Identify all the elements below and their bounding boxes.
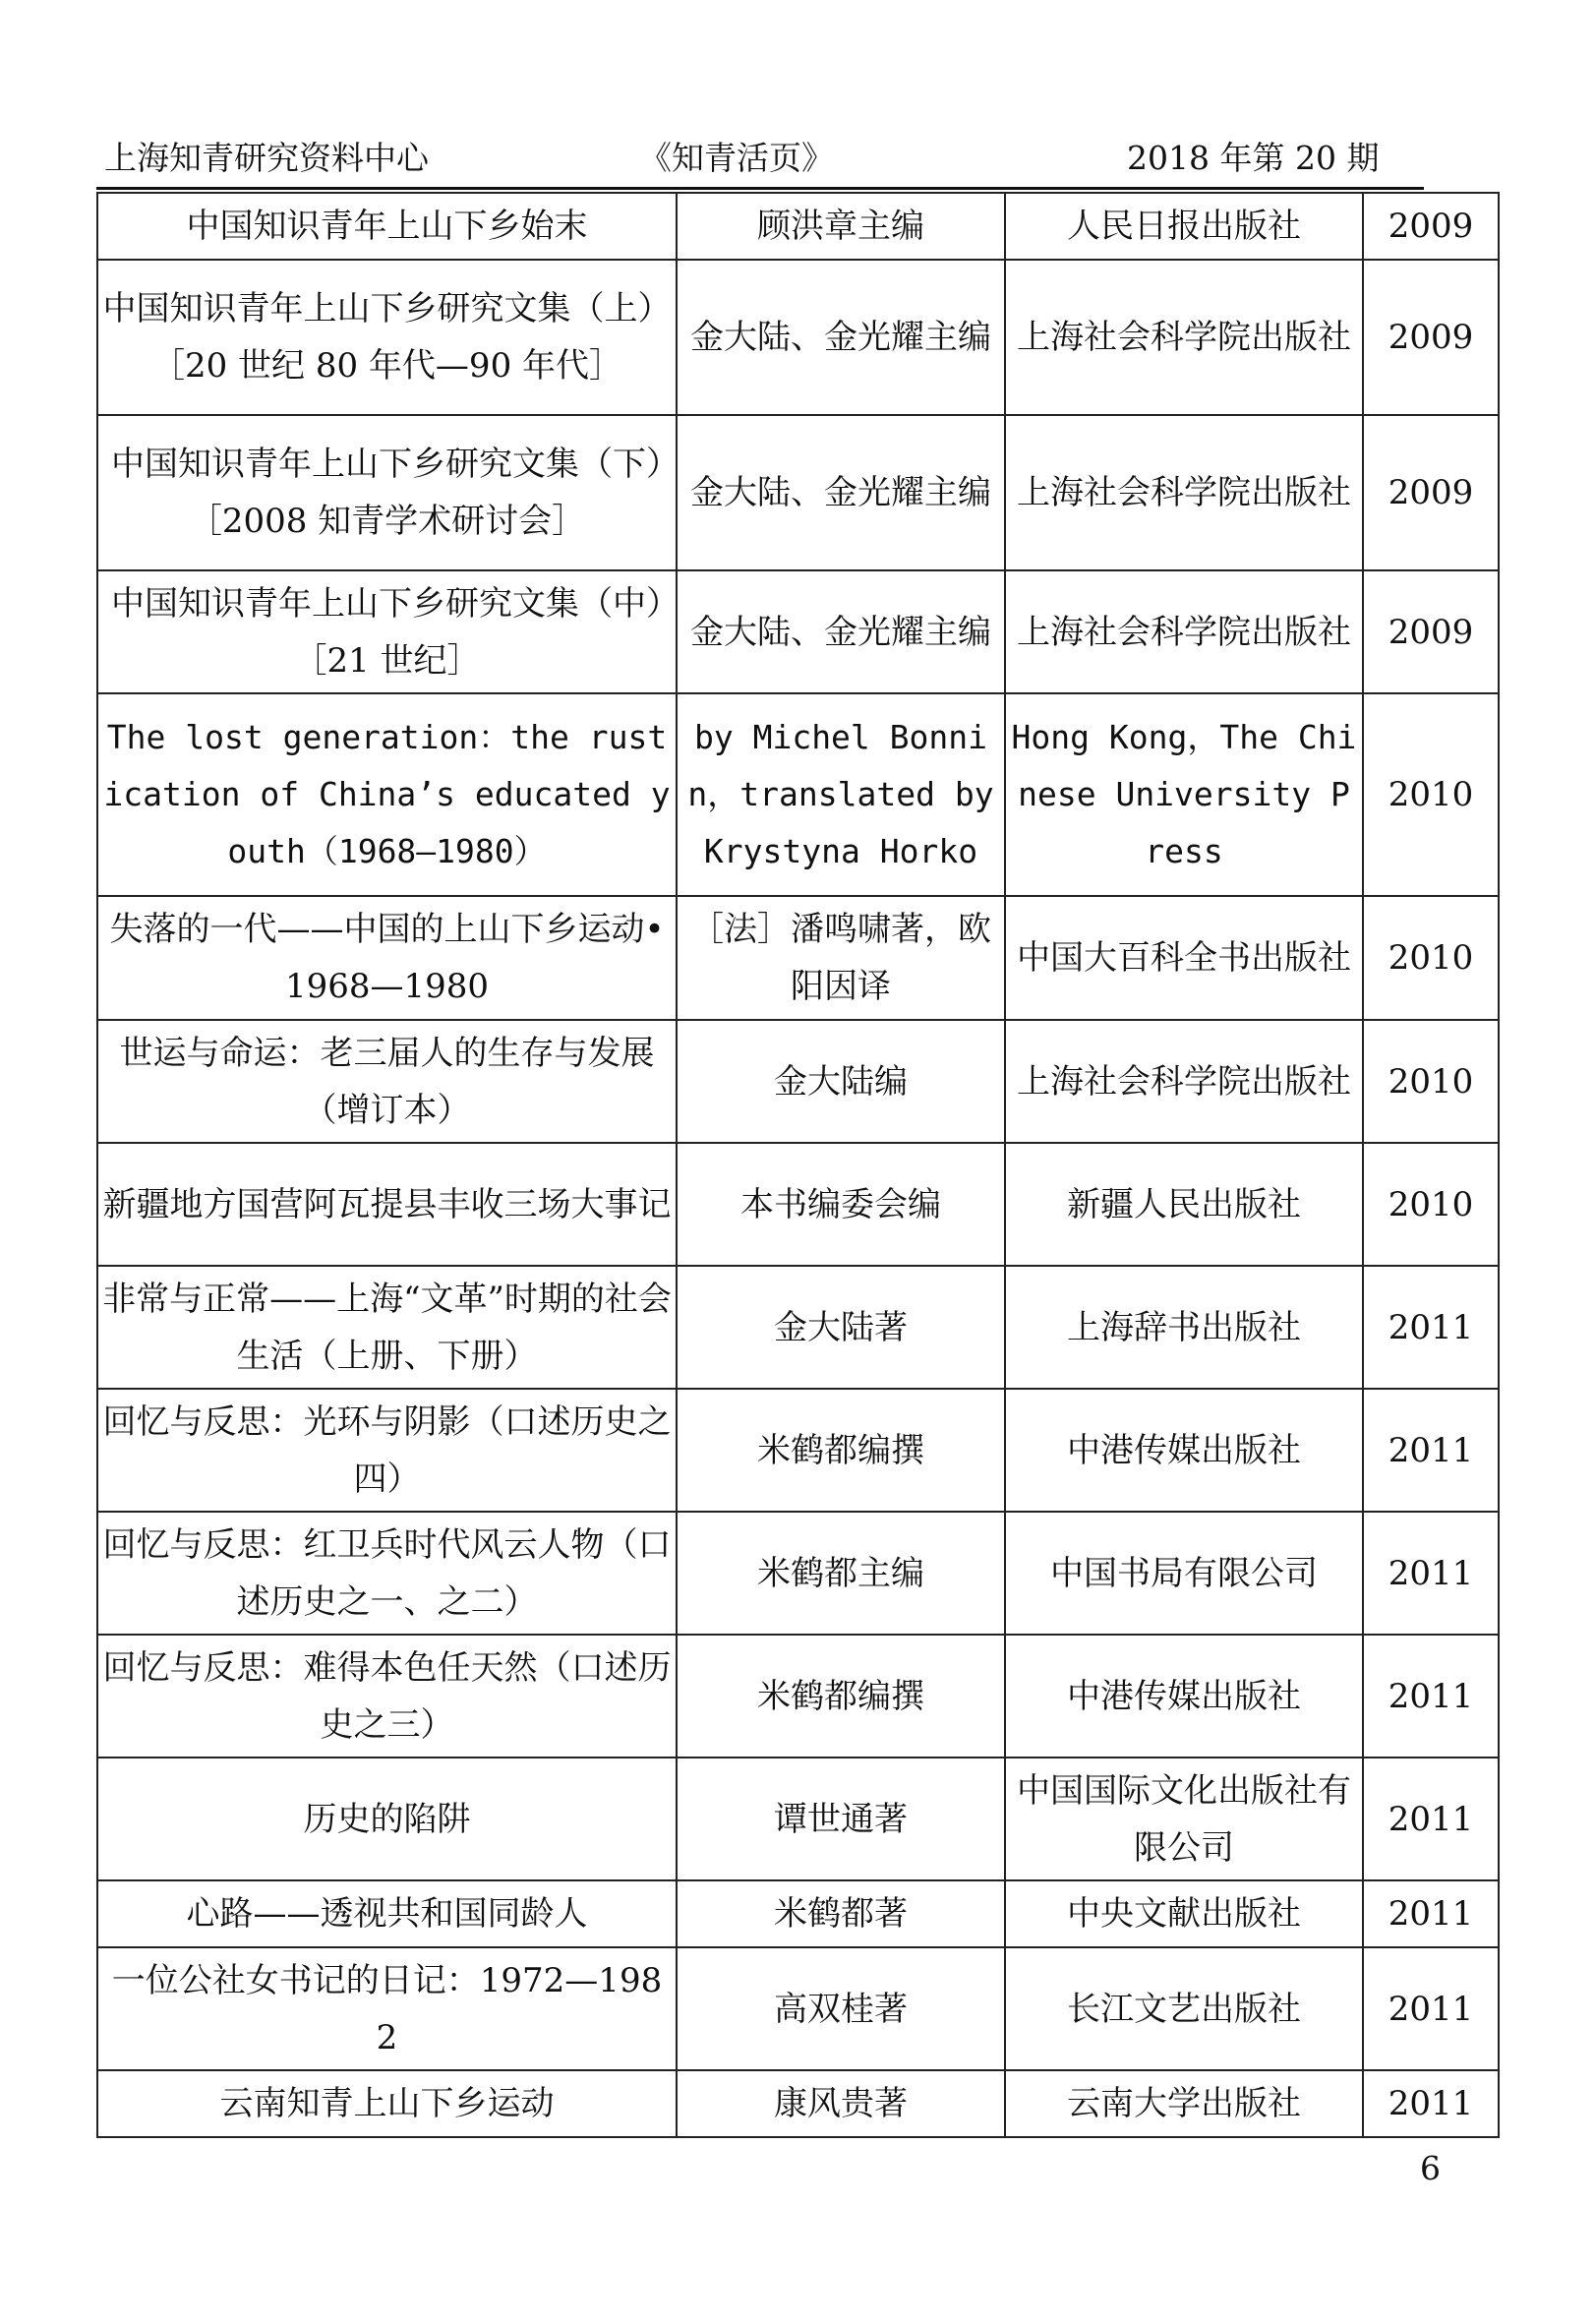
book-year: 2010 <box>1363 693 1499 896</box>
book-publisher: 新疆人民出版社 <box>1005 1143 1363 1266</box>
book-publisher: Hong Kong，The Chinese University Press <box>1005 693 1363 896</box>
table-row <box>97 1389 1499 1512</box>
header-org: 上海知青研究资料中心 <box>104 139 429 177</box>
book-publisher: 中港传媒出版社 <box>1005 1389 1363 1512</box>
book-title: 一位公社女书记的日记：1972—1982 <box>97 1947 677 2070</box>
book-year: 2011 <box>1363 1512 1499 1635</box>
book-year: 2011 <box>1363 1758 1499 1880</box>
book-author: 米鹤都编撰 <box>677 1635 1005 1758</box>
book-author: 金大陆、金光耀主编 <box>677 570 1005 693</box>
book-title: 非常与正常——上海“文革”时期的社会生活（上册、下册） <box>97 1266 677 1389</box>
book-publisher: 上海社会科学院出版社 <box>1005 415 1363 570</box>
book-year: 2011 <box>1363 1947 1499 2070</box>
book-year: 2009 <box>1363 570 1499 693</box>
book-author: by Michel Bonnin，translated by Krystyna Horko <box>677 693 1005 896</box>
book-year: 2010 <box>1363 1020 1499 1143</box>
table-row <box>97 1758 1499 1880</box>
book-publisher: 中央文献出版社 <box>1005 1880 1363 1947</box>
table-row <box>97 693 1499 896</box>
page-number: 6 <box>1420 2149 1441 2187</box>
book-author: ［法］潘鸣啸著，欧阳因译 <box>677 896 1005 1020</box>
book-title: 新疆地方国营阿瓦提县丰收三场大事记 <box>97 1143 677 1266</box>
book-author: 康风贵著 <box>677 2070 1005 2137</box>
page-header <box>96 134 1424 183</box>
book-year: 2011 <box>1363 1266 1499 1389</box>
book-author: 高双桂著 <box>677 1947 1005 2070</box>
table-row <box>97 260 1499 415</box>
book-year: 2011 <box>1363 1635 1499 1758</box>
table-row <box>97 1947 1499 2070</box>
book-publisher: 上海社会科学院出版社 <box>1005 260 1363 415</box>
book-author: 谭世通著 <box>677 1758 1005 1880</box>
header-publication: 《知青活页》 <box>639 139 834 177</box>
book-title: 失落的一代——中国的上山下乡运动•1968—1980 <box>97 896 677 1020</box>
book-author: 顾洪章主编 <box>677 193 1005 260</box>
book-author: 金大陆编 <box>677 1020 1005 1143</box>
table-row <box>97 1020 1499 1143</box>
book-publisher: 长江文艺出版社 <box>1005 1947 1363 2070</box>
book-author: 米鹤都著 <box>677 1880 1005 1947</box>
book-title: 历史的陷阱 <box>97 1758 677 1880</box>
book-publisher: 上海辞书出版社 <box>1005 1266 1363 1389</box>
book-publisher: 云南大学出版社 <box>1005 2070 1363 2137</box>
table-row <box>97 1143 1499 1266</box>
book-title: 心路——透视共和国同龄人 <box>97 1880 677 1947</box>
header-issue: 2018 年第 20 期 <box>1127 139 1380 177</box>
book-year: 2010 <box>1363 896 1499 1020</box>
table-row <box>97 2070 1499 2137</box>
book-year: 2011 <box>1363 1880 1499 1947</box>
book-author: 金大陆、金光耀主编 <box>677 415 1005 570</box>
book-publisher: 中国大百科全书出版社 <box>1005 896 1363 1020</box>
header-rule <box>96 187 1424 190</box>
book-publisher: 中国书局有限公司 <box>1005 1512 1363 1635</box>
book-title: 中国知识青年上山下乡研究文集（中） ［21 世纪］ <box>97 570 677 693</box>
book-year: 2009 <box>1363 193 1499 260</box>
book-title: 中国知识青年上山下乡研究文集（下） ［2008 知青学术研讨会］ <box>97 415 677 570</box>
book-author: 金大陆、金光耀主编 <box>677 260 1005 415</box>
book-year: 2011 <box>1363 2070 1499 2137</box>
book-title: 回忆与反思：难得本色任天然（口述历史之三） <box>97 1635 677 1758</box>
book-author: 米鹤都主编 <box>677 1512 1005 1635</box>
book-publisher: 上海社会科学院出版社 <box>1005 1020 1363 1143</box>
book-author: 金大陆著 <box>677 1266 1005 1389</box>
book-title: 中国知识青年上山下乡始末 <box>97 193 677 260</box>
book-year: 2009 <box>1363 260 1499 415</box>
book-publisher: 人民日报出版社 <box>1005 193 1363 260</box>
table-row <box>97 896 1499 1020</box>
table-row <box>97 570 1499 693</box>
book-title: 回忆与反思：光环与阴影（口述历史之四） <box>97 1389 677 1512</box>
book-title: 世运与命运：老三届人的生存与发展（增订本） <box>97 1020 677 1143</box>
book-table <box>96 192 1500 2138</box>
book-title: The lost generation：the rustication of China’s educated youth（1968—1980） <box>97 693 677 896</box>
book-year: 2011 <box>1363 1389 1499 1512</box>
book-author: 米鹤都编撰 <box>677 1389 1005 1512</box>
book-publisher: 中国国际文化出版社有限公司 <box>1005 1758 1363 1880</box>
book-title: 中国知识青年上山下乡研究文集（上）［20 世纪 80 年代—90 年代］ <box>97 260 677 415</box>
table-row <box>97 1880 1499 1947</box>
table-row <box>97 193 1499 260</box>
table-row <box>97 1512 1499 1635</box>
book-publisher: 中港传媒出版社 <box>1005 1635 1363 1758</box>
book-publisher: 上海社会科学院出版社 <box>1005 570 1363 693</box>
table-row <box>97 1635 1499 1758</box>
book-title: 回忆与反思：红卫兵时代风云人物（口述历史之一、之二） <box>97 1512 677 1635</box>
table-row <box>97 415 1499 570</box>
book-year: 2009 <box>1363 415 1499 570</box>
book-title: 云南知青上山下乡运动 <box>97 2070 677 2137</box>
book-year: 2010 <box>1363 1143 1499 1266</box>
table-row <box>97 1266 1499 1389</box>
book-author: 本书编委会编 <box>677 1143 1005 1266</box>
